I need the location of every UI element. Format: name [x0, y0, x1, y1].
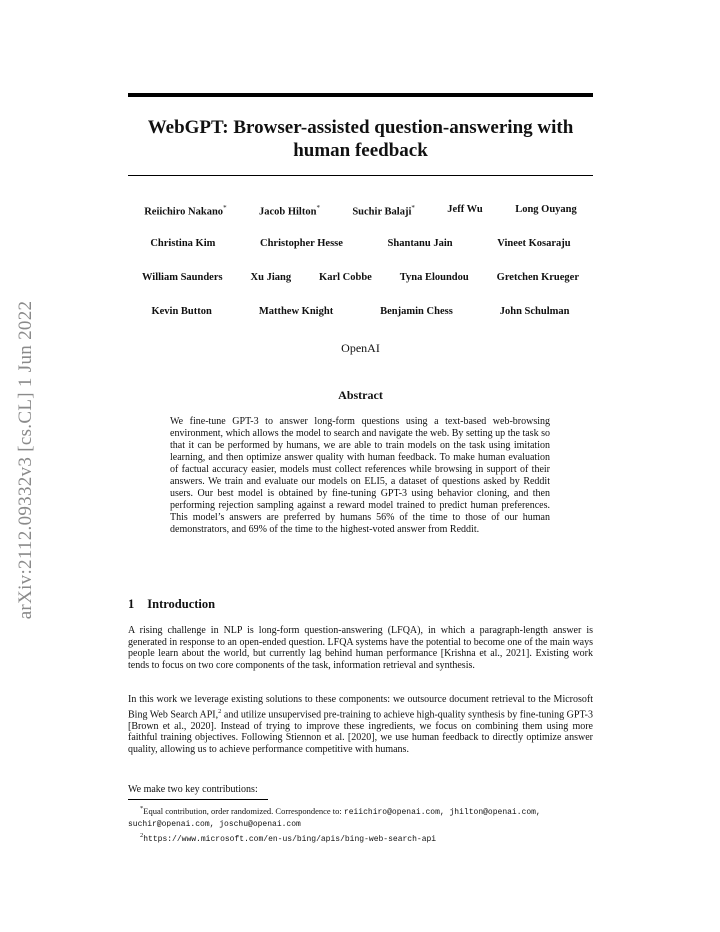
author: Matthew Knight: [258, 306, 334, 317]
author: Jacob Hilton*: [258, 204, 320, 218]
paper-title: WebGPT: Browser-assisted question-answering with human feedback: [147, 117, 574, 161]
author: Tyna Eloundou: [399, 272, 469, 283]
equal-contribution-mark: *: [223, 204, 227, 212]
author: Gretchen Krueger: [496, 272, 579, 283]
author-row-1: [128, 204, 593, 238]
author-row-2: [128, 238, 593, 272]
bing-api-url[interactable]: https://www.microsoft.com/en-us/bing/apis/bing-web-search-api: [143, 834, 437, 844]
section-number: 1: [128, 597, 135, 611]
author: John Schulman: [499, 306, 570, 317]
author: Suchir Balaji*: [352, 204, 415, 218]
footnote-1: *Equal contribution, order randomized. Correspondence to: reiichiro@openai.com, jhilton@openai.com, suchir@openai.com, joschu@openai.com: [128, 805, 541, 830]
abstract-heading: Abstract: [338, 388, 383, 402]
intro-paragraph-1: A rising challenge in NLP is long-form question-answering (LFQA), in which a paragraph-length answer is generated in response to an open-ended question. LFQA systems have the potential to become one of the main ways people learn about the world, but currently lag behind human performance [Krishna et al., 2021]. Existing work tends to focus on two core components of the task, information retrieval and synthesis.: [128, 625, 593, 672]
arxiv-identifier: arXiv:2112.09332v3 [cs.CL] 1 Jun 2022: [15, 300, 36, 620]
author-row-4: [128, 306, 593, 340]
author: Long Ouyang: [515, 204, 577, 215]
intro-paragraph-2: In this work we leverage existing solutions to these components: we outsource document retrieval to the Microsoft Bing Web Search API,$^2$ and utilize unsupervised pre-training to achieve high-quality synthesis by fine-tuning GPT-3 [Brown et al., 2020]. Instead of trying to improve these ingredients, we focus on combining them using more faithful training objectives. Following Stiennon et al. [2020], we use human feedback to directly optimize answer quality, allowing us to achieve performance competitive with humans.: [128, 694, 593, 756]
footnote-2: $^2$https://www.microsoft.com/en-us/bing/apis/bing-web-search-api: [140, 831, 437, 844]
intro-paragraph-3: We make two key contributions:: [128, 784, 258, 795]
affiliation: OpenAI: [341, 341, 380, 355]
author: Benjamin Chess: [380, 306, 453, 317]
footnotes: [128, 804, 598, 845]
author: Xu Jiang: [250, 272, 292, 283]
author-block: [128, 204, 593, 340]
author-row-3: [128, 272, 593, 306]
footnote-marker: 2: [218, 707, 222, 715]
abstract-text: We fine-tune GPT-3 to answer long-form questions using a text-based web-browsing environment, which allows the model to search and navigate the web. By setting up the task so that it can be performed by humans, we are able to train models on the task using imitation learning, and then optimize answer quality with human feedback. To make human evaluation of factual accuracy easier, models must collect references while browsing in support of their answers. We train and evaluate our models on ELI5, a dataset of questions asked by Reddit users. Our best model is obtained by fine-tuning GPT-3 using behavior cloning, and then performing rejection sampling against a reward model trained to predict human preferences. This model’s answers are preferred by humans 56% of the time to those of our human demonstrators, and 69% of the time to the highest-voted answer from Reddit.: [170, 416, 550, 535]
author: Karl Cobbe: [319, 272, 372, 283]
section-heading: [128, 597, 215, 612]
footnote-rule: [128, 799, 268, 800]
author: Vineet Kosaraju: [497, 238, 571, 249]
author: William Saunders: [141, 272, 223, 283]
correspondence-emails: reiichiro@openai.com, jhilton@openai.com, suchir@openai.com, joschu@openai.com: [128, 807, 541, 830]
author: Christopher Hesse: [259, 238, 343, 249]
arxiv-side-stamp: [6, 260, 46, 660]
author: Reiichiro Nakano*: [144, 204, 227, 218]
title-top-rule: [128, 93, 593, 97]
author: Shantanu Jain: [387, 238, 453, 249]
author: Jeff Wu: [447, 204, 483, 215]
section-title: Introduction: [147, 597, 216, 611]
equal-contribution-mark: *: [316, 204, 320, 212]
author: Kevin Button: [151, 306, 212, 317]
author: Christina Kim: [150, 238, 216, 249]
equal-contribution-mark: *: [411, 204, 415, 212]
title-bottom-rule: [128, 175, 593, 176]
